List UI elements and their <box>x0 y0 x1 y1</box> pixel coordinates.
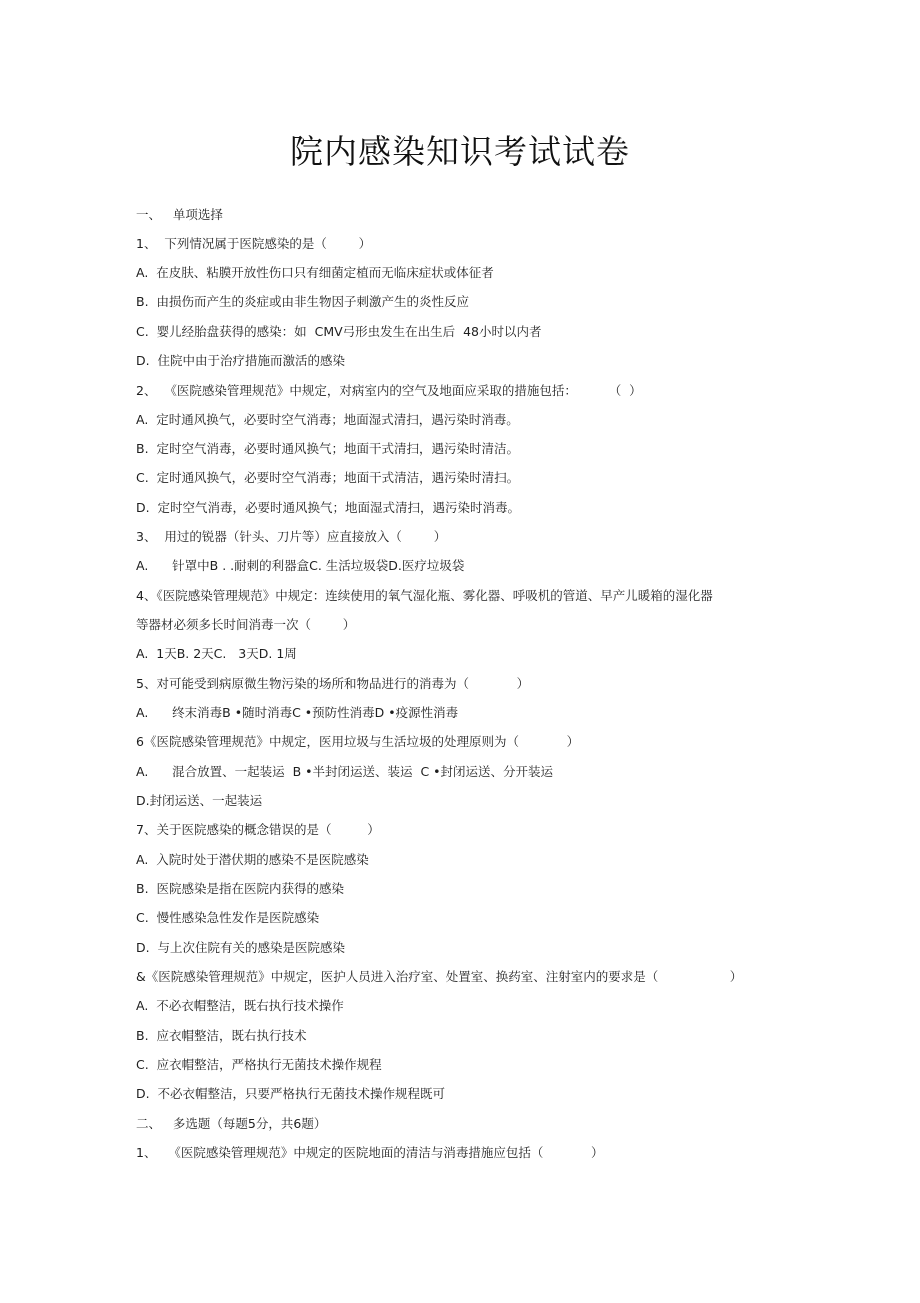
answer-option: D. 住院中由于治疗措施而激活的感染 <box>136 353 346 368</box>
question-text: 1、 下列情况属于医院感染的是（ ） <box>136 236 372 251</box>
answer-option: C. 定时通风换气，必要时空气消毒；地面干式清洁，遇污染时清扫。 <box>136 470 520 485</box>
answer-option: B. 定时空气消毒，必要时通风换气；地面干式清扫，遇污染时清洁。 <box>136 441 519 456</box>
question-text: 1、 《医院感染管理规范》中规定的医院地面的清洁与消毒措施应包括（ ） <box>136 1145 604 1160</box>
answer-option: A. 混合放置、一起装运 B •半封闭运送、装运 C •封闭运送、分开装运 <box>136 764 554 779</box>
answer-option: A. 入院时处于潜伏期的感染不是医院感染 <box>136 852 369 867</box>
answer-option: B. 应衣帽整洁，既右执行技术 <box>136 1028 307 1043</box>
answer-option: A. 不必衣帽整洁，既右执行技术操作 <box>136 998 344 1013</box>
question-text: 6《医院感染管理规范》中规定，医用垃圾与生活垃圾的处理原则为（ ） <box>136 734 580 749</box>
question-text: 5、对可能受到病原微生物污染的场所和物品进行的消毒为（ ） <box>136 676 530 691</box>
question-text: 4、《医院感染管理规范》中规定：连续使用的氧气湿化瓶、雾化器、呼吸机的管道、早产儿暖箱的湿化器 <box>136 588 713 603</box>
answer-option: A. 在皮肤、粘膜开放性伤口只有细菌定植而无临床症状或体征者 <box>136 265 494 280</box>
question-text: 7、关于医院感染的概念错误的是（ ） <box>136 822 380 837</box>
answer-option: D. 不必衣帽整洁，只要严格执行无菌技术操作规程既可 <box>136 1086 446 1101</box>
section-heading: 一、 单项选择 <box>136 207 223 222</box>
question-text: 3、 用过的锐器（针头、刀片等）应直接放入（ ） <box>136 529 447 544</box>
section-heading: 二、 多选题（每题5分，共6题） <box>136 1116 327 1131</box>
answer-option: A. 终末消毒B •随时消毒C •预防性消毒D •疫源性消毒 <box>136 705 459 720</box>
answer-option: C. 慢性感染急性发作是医院感染 <box>136 910 320 925</box>
answer-option: A. 针罩中B . .耐刺的利器盒C. 生活垃圾袋D.医疗垃圾袋 <box>136 558 465 573</box>
document-title: 院内感染知识考试试卷 <box>290 132 630 171</box>
question-text: 2、 《医院感染管理规范》中规定，对病室内的空气及地面应采取的措施包括： （ ） <box>136 383 642 398</box>
answer-option: C. 婴儿经胎盘获得的感染：如 CMV弓形虫发生在出生后 48小时以内者 <box>136 324 542 339</box>
answer-option: C. 应衣帽整洁，严格执行无菌技术操作规程 <box>136 1057 382 1072</box>
answer-option: B. 由损伤而产生的炎症或由非生物因子刺激产生的炎性反应 <box>136 294 469 309</box>
answer-option: A. 1天B. 2天C. 3天D. 1周 <box>136 646 297 661</box>
answer-option: A. 定时通风换气，必要时空气消毒；地面湿式清扫，遇污染时消毒。 <box>136 412 519 427</box>
answer-option: D. 定时空气消毒，必要时通风换气；地面湿式清扫，遇污染时消毒。 <box>136 500 521 515</box>
answer-option: B. 医院感染是指在医院内获得的感染 <box>136 881 344 896</box>
answer-option: D. 与上次住院有关的感染是医院感染 <box>136 940 346 955</box>
answer-option: D.封闭运送、一起装运 <box>136 793 263 808</box>
question-text: 等器材必须多长时间消毒一次（ ） <box>136 617 356 632</box>
question-text: &《医院感染管理规范》中规定，医护人员进入治疗室、处置室、换药室、注射室内的要求是（ ） <box>136 969 743 984</box>
